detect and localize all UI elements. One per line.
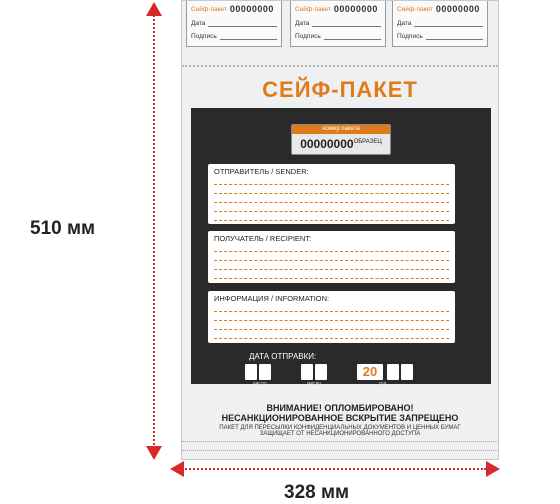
recipient-field[interactable] <box>208 231 455 283</box>
warning-line-1: ВНИМАНИЕ! ОПЛОМБИРОВАНО! <box>266 403 414 413</box>
bag-title: СЕЙФ-ПАКЕТ <box>262 77 418 102</box>
arrow-right-icon <box>486 461 500 477</box>
warning-line-2: НЕСАНКЦИОНИРОВАННОЕ ВСКРЫТИЕ ЗАПРЕЩЕНО <box>221 413 459 423</box>
tab-sign-label: Подпись <box>397 33 423 40</box>
day-digit-box[interactable] <box>259 364 271 380</box>
tab-brand: Сейф-пакет <box>295 5 331 13</box>
day-label: число <box>253 381 267 387</box>
year-digit-box[interactable] <box>401 364 413 380</box>
tear-off-tab <box>290 1 386 47</box>
bag-number-value: 00000000 <box>300 137 354 151</box>
tab-date-label: Дата <box>295 20 310 27</box>
recipient-label: ПОЛУЧАТЕЛЬ / RECIPIENT: <box>214 234 312 243</box>
arrow-up-icon <box>146 2 162 16</box>
year-prefix: 20 <box>357 364 383 380</box>
year-digit-box[interactable] <box>387 364 399 380</box>
bag-number-box <box>291 124 391 155</box>
tab-sign-label: Подпись <box>295 33 321 40</box>
sample-stamp: ОБРАЗЕЦ <box>353 139 382 145</box>
month-digit-box[interactable] <box>301 364 313 380</box>
tab-date-label: Дата <box>191 20 206 27</box>
seal-strip <box>182 441 498 451</box>
height-label: 510 мм <box>30 218 96 239</box>
arrow-down-icon <box>146 446 162 460</box>
information-label: ИНФОРМАЦИЯ / INFORMATION: <box>214 294 330 303</box>
dispatch-date-label: ДАТА ОТПРАВКИ: <box>249 352 317 361</box>
tab-number: 00000000 <box>229 4 274 14</box>
month-label: месяц <box>307 381 322 387</box>
tear-off-tab <box>186 1 282 47</box>
note-line-1: ПАКЕТ ДЛЯ ПЕРЕСЫЛКИ КОНФИДЕНЦИАЛЬНЫХ ДОКУМЕНТОВ И ЦЕННЫХ БУМАГ <box>219 425 461 431</box>
arrow-left-icon <box>170 461 184 477</box>
address-panel <box>191 108 491 387</box>
safe-bag <box>181 0 499 460</box>
bag-number-label: номер пакета <box>292 125 390 134</box>
sender-field[interactable] <box>208 164 455 224</box>
sender-label: ОТПРАВИТЕЛЬ / SENDER: <box>214 167 309 176</box>
month-digit-box[interactable] <box>315 364 327 380</box>
tab-brand: Сейф-пакет <box>191 5 227 13</box>
height-dimension-line <box>153 12 155 448</box>
tear-off-tab <box>392 1 488 47</box>
warning-block <box>182 403 498 437</box>
day-digit-box[interactable] <box>245 364 257 380</box>
width-label: 328 мм <box>284 482 350 503</box>
note-line-2: ЗАЩИЩАЕТ ОТ НЕСАНКЦИОНИРОВАННОГО ДОСТУПА <box>259 431 421 437</box>
tab-sign-label: Подпись <box>191 33 217 40</box>
tab-number: 00000000 <box>435 4 480 14</box>
perforation-line <box>182 65 498 67</box>
information-field[interactable] <box>208 291 455 343</box>
width-dimension-line <box>182 468 486 470</box>
tab-brand: Сейф-пакет <box>397 5 433 13</box>
tab-number: 00000000 <box>333 4 378 14</box>
year-label: год <box>379 381 387 387</box>
tab-date-label: Дата <box>397 20 412 27</box>
